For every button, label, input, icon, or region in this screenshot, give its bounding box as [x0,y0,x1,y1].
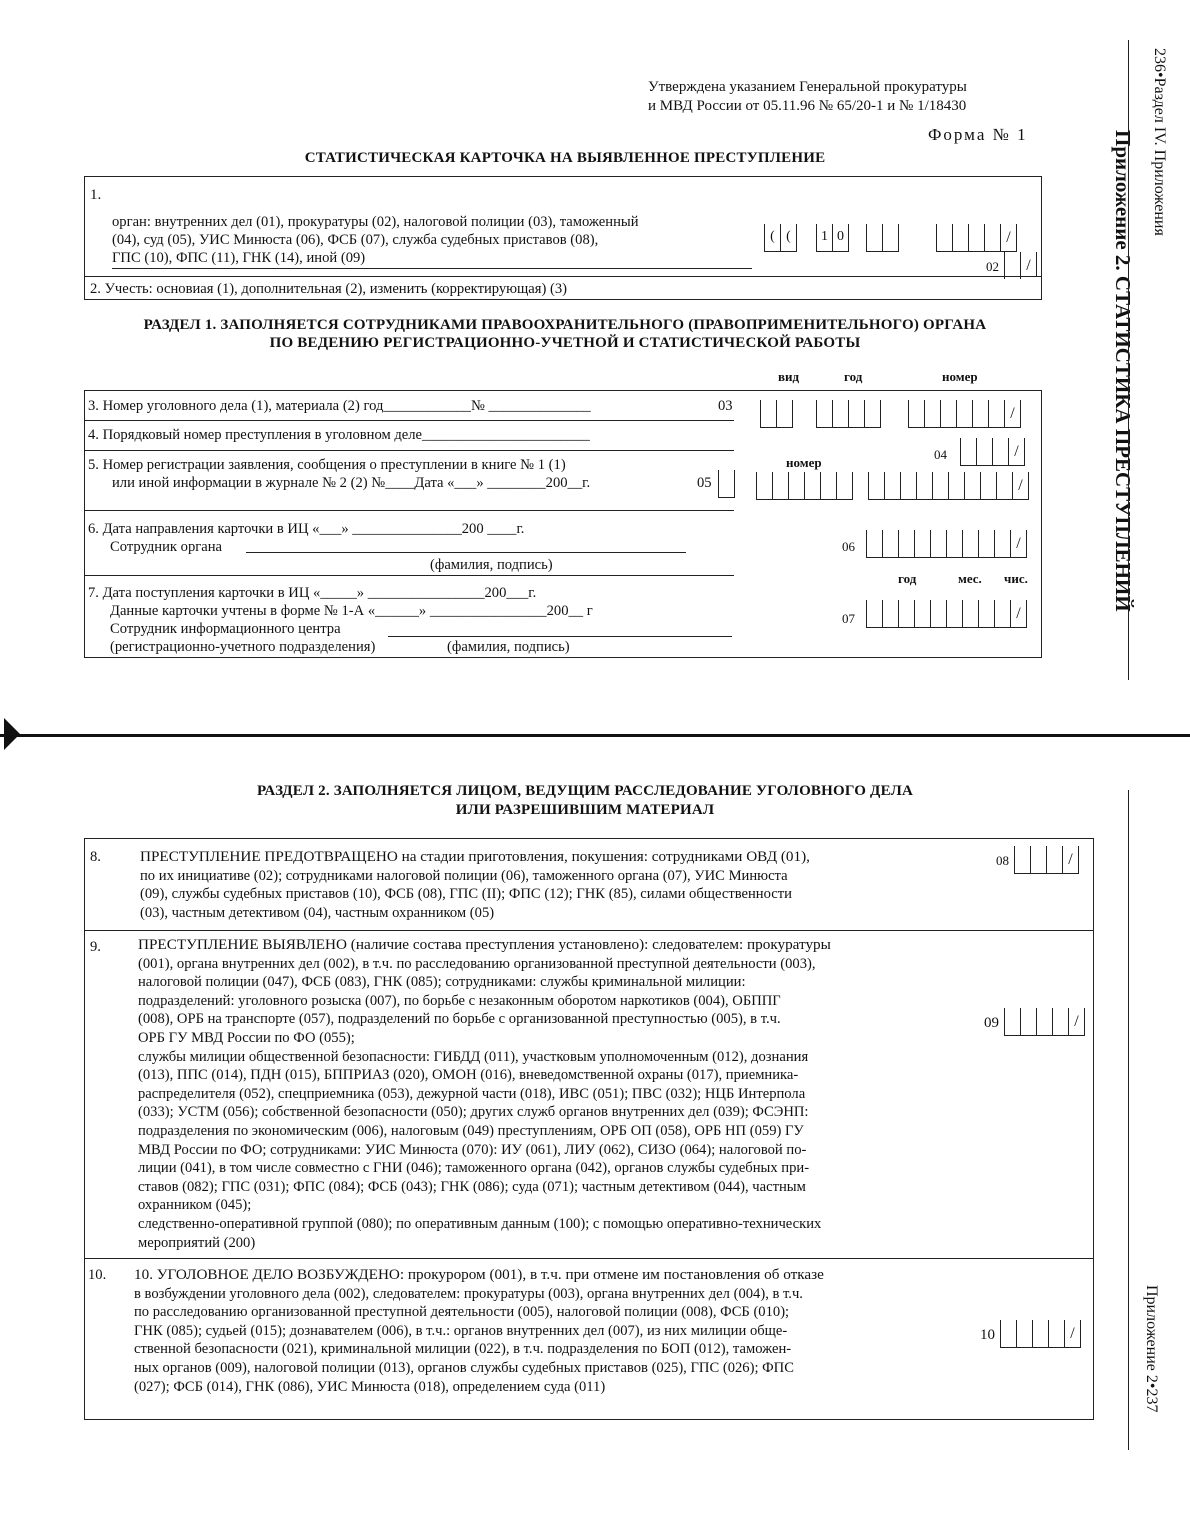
item-7-col-chis: чис. [1004,571,1028,586]
item-5-code: 05 [697,475,712,491]
item-9-line-8: (013), ППС (014), ПДН (015), БППРИАЗ (020), ОМОН (016), вневедомственной охраны (017), приемника- [138,1067,799,1084]
form-number: Форма № 1 [928,125,1028,144]
side-divider-bottom [1128,790,1129,1450]
item6-cell-4[interactable] [914,530,930,557]
col-god: год [844,369,863,384]
item-6-separator [84,575,734,576]
item5-date-cell-1[interactable] [868,472,884,499]
item-9-code: 09 [984,1015,999,1031]
item7-cell-7[interactable] [962,600,978,627]
item-7-code: 07 [842,611,855,626]
item4-cell-2[interactable] [976,438,992,465]
section-1-line-2: ПО ВЕДЕНИЮ РЕГИСТРАЦИОННО-УЧЕТНОЙ И СТАТИСТИЧЕСКОЙ РАБОТЫ [269,335,861,351]
item-5-line-2: или иной информации в журнале № 2 (2) №____Дата «___» ________200__г. [112,475,591,491]
item-9-line-11: подразделения по экономическим (006), налоговым (049) преступлениям, ОРБ ОП (058), ОРБ НП (059) ГУ [138,1122,804,1139]
item-6-caption: (фамилия, подпись) [430,557,553,573]
item5-date-cell-8[interactable] [980,472,996,499]
item-10-line-3: по расследованию организованной преступной деятельности (005), налоговой полиции (008), ФСБ (010); [134,1304,790,1321]
side-chapter-title [1110,130,1135,612]
side-bottom-text: Приложение 2•237 [1143,1285,1160,1413]
item-5-line-1: 5. Номер регистрации заявления, сообщения о преступлении в книге № 1 (1) [88,457,566,473]
item-8-line-2: по их инициативе (02); сотрудниками налоговой полиции (06), таможенного органа (07), УИС Минюста [140,867,788,884]
item-1-number-cells[interactable] [936,224,1017,252]
item-9-line-3: налоговой полиции (047), ФСБ (083), ГНК (085); сотрудниками: службы криминальной милиции: [138,974,746,991]
organ-cell-2[interactable]: ( [780,224,796,251]
item-1-code-cells[interactable] [816,224,849,252]
item-1-line-3: ГПС (10), ФПС (11), ГНК (14), иной (09) [112,250,366,266]
item5-date-cell-7[interactable] [964,472,980,499]
item-10-line-7: (027); ФСБ (014), ГНК (086), УИС Минюста (018), определением суда (011) [134,1378,606,1395]
section-1-line-1: РАЗДЕЛ 1. ЗАПОЛНЯЕТСЯ СОТРУДНИКАМИ ПРАВООХРАНИТЕЛЬНОГО (ПРАВОПРИМЕНИТЕЛЬНОГО) ОРГАНА [143,317,987,333]
item10-cell-2[interactable] [1016,1320,1032,1347]
section-2-line-2: ИЛИ РАЗРЕШИВШИМ МАТЕРИАЛ [455,802,715,818]
item10-cell-3[interactable] [1032,1320,1048,1347]
item-8-number: 8. [90,849,101,865]
item5-num-cell-6[interactable] [836,472,852,499]
item-7-col-god: год [898,571,917,586]
slash-mark: / [1010,530,1026,557]
code02-cell[interactable] [1004,252,1020,279]
num-cell-1[interactable] [936,224,952,251]
extra-cell-2[interactable] [882,224,898,251]
section-2-heading [150,782,1020,820]
item-7-text [88,584,593,656]
approval-note [648,78,967,116]
page-fold-line [0,734,1190,737]
item8-cell-3[interactable] [1046,846,1062,873]
item-8-line-3: (09), службы судебных приставов (10), ФСБ (08), ГПС (II); ФПС (12); ГНК (85), силами общественности [140,886,792,903]
item-1-organ-cells[interactable] [764,224,797,252]
item5-num-cell-1[interactable] [756,472,772,499]
item-9-line-6: ОРБ ГУ МВД России по ФО (055); [138,1029,355,1046]
slash-mark: / [1010,600,1026,627]
organ-cell-1[interactable]: ( [764,224,780,251]
slash-mark: / [1008,438,1024,465]
item-6-line-1: 6. Дата направления карточки в ИЦ «___» _______________200 ____г. [88,521,525,537]
section-2-line-1: РАЗДЕЛ 2. ЗАПОЛНЯЕТСЯ ЛИЦОМ, ВЕДУЩИМ РАССЛЕДОВАНИЕ УГОЛОВНОГО ДЕЛА [256,783,913,799]
item-4-separator [84,450,734,451]
item-7-col-mes: мес. [958,571,982,586]
item5-num-cell-4[interactable] [804,472,820,499]
item-10-line-6: ных органов (009), налоговой полиции (013), органов службы судебных приставов (025), ГПС (026); ФПС [134,1359,794,1376]
item-9-line-7: службы милиции общественной безопасности: ГИБДД (011), участковым уполномоченным (012), дознания [138,1048,809,1065]
item5-date-cell-4[interactable] [916,472,932,499]
item-7-line-1: 7. Дата поступления карточки в ИЦ «_____» ________________200___г. [88,585,537,601]
item5-num-cell-3[interactable] [788,472,804,499]
item-10-text [134,1266,994,1396]
item4-cell-3[interactable] [992,438,1008,465]
item5-date-cell-9[interactable] [996,472,1012,499]
item-7-line-4a: (регистрационно-учетного подразделения) [110,639,376,655]
item-9-line-12: МВД России по ФО; сотрудниками: УИС Минюста (070): ИУ (061), ЛИУ (062), СИЗО (064); налоговой по- [138,1141,807,1158]
item7-cell-3[interactable] [898,600,914,627]
item-10-code: 10 [980,1327,995,1343]
item9-cell-1[interactable] [1004,1008,1020,1035]
approval-line-2: и МВД России от 05.11.96 № 65/20-1 и № 1/18430 [648,98,967,114]
item-7-line-4 [88,638,593,656]
item-9-line-16: следственно-оперативной группой (080); по оперативным данным (100); с помощью оперативно-технических [138,1215,822,1232]
item-3-separator [84,420,734,421]
item-9-cells[interactable] [1004,1008,1085,1036]
item4-cell-1[interactable] [960,438,976,465]
item9-cell-2[interactable] [1020,1008,1036,1035]
item5-date-cell-6[interactable] [948,472,964,499]
item7-cell-1[interactable] [866,600,882,627]
item-1-code: 02 [986,259,999,274]
item-4-text: 4. Порядковый номер преступления в уголовном деле_______________________ [88,427,590,443]
item-6-line-2: Сотрудник органа [110,539,223,555]
item-9-line-15: охранником (045); [138,1197,252,1214]
item-1-extra-cells[interactable] [866,224,899,252]
item-6-code: 06 [842,539,855,554]
side-divider-top [1128,40,1129,680]
item6-cell-7[interactable] [962,530,978,557]
item-1-underline [112,268,752,269]
slash-mark: / [1000,224,1016,251]
item-6-signature-line [246,552,686,553]
slash-mark: / [1068,1008,1084,1035]
item6-cell-1[interactable] [866,530,882,557]
code-cell-1[interactable]: 1 [816,224,832,251]
item-6-text [88,520,524,556]
item6-cell-3[interactable] [898,530,914,557]
item-3-vid-cells[interactable] [760,400,793,428]
item-9-separator [84,1258,1094,1259]
item-9-line-13: лиции (041), в том числе совместно с ГНИ (046); таможенного органа (042), органов службы судебных при- [138,1160,810,1177]
item-5-separator [84,510,734,511]
item-1-line-1: орган: внутренних дел (01), прокуратуры (02), налоговой полиции (03), таможенный [112,214,639,230]
form-title: СТАТИСТИЧЕСКАЯ КАРТОЧКА НА ВЫЯВЛЕННОЕ ПРЕСТУПЛЕНИЕ [304,150,826,166]
item8-cell-1[interactable] [1014,846,1030,873]
item-5-code-cell[interactable] [718,470,735,498]
item10-cell-4[interactable] [1048,1320,1064,1347]
item5-date-cell-5[interactable] [932,472,948,499]
item-7-line-2: Данные карточки учтены в форме № 1-А «______» ________________200__ г [110,603,593,619]
item10-cell-1[interactable] [1000,1320,1016,1347]
item3-vid-cell-1[interactable] [760,400,776,427]
item6-cell-5[interactable] [930,530,946,557]
item6-cell-9[interactable] [994,530,1010,557]
item-10-line-5: ственной безопасности (021), криминальной милиции (022), в т.ч. подразделения по БОП (012), таможен- [134,1341,792,1358]
item-3-nomer-cells[interactable] [908,400,1021,428]
item3-god-cell-2[interactable] [832,400,848,427]
item5-num-cell-2[interactable] [772,472,788,499]
item-9-text [138,936,988,1252]
item-9-line-2: (001), органа внутренних дел (002), в т.ч. по расследованию организованной преступной деятельности (003), [138,955,816,972]
col-vid: вид [778,369,800,384]
item8-cell-2[interactable] [1030,846,1046,873]
num-cell-3[interactable] [968,224,984,251]
item3-god-cell-1[interactable] [816,400,832,427]
item3-god-cell-4[interactable] [864,400,880,427]
item-2-text: 2. Учесть: основиая (1), дополнительная (2), изменить (корректирующая) (3) [90,281,568,297]
item-5-nomer-label: номер [786,455,822,470]
item-6-cells[interactable] [866,530,1027,558]
item6-cell-6[interactable] [946,530,962,557]
item-10-line-4: ГНК (085); судьей (015); дознавателем (006), в т.ч.: органов внутренних дел (007), из них милиции обще- [134,1322,788,1339]
num-cell-2[interactable] [952,224,968,251]
side-middle-text: Приложение 2. СТАТИСТИКА ПРЕСТУПЛЕНИЙ [1111,130,1135,612]
item7-cell-2[interactable] [882,600,898,627]
item-1-text [112,213,639,267]
extra-cell-1[interactable] [866,224,882,251]
item3-num-cell-6[interactable] [988,400,1004,427]
item3-god-cell-3[interactable] [848,400,864,427]
side-running-head-bottom [1142,1285,1160,1412]
item-9-line-5: (008), ОРБ на транспорте (057), подразделений по борьбе с организованной преступностью (005), в т.ч. [138,1011,781,1028]
item3-num-cell-3[interactable] [940,400,956,427]
item-7-cells[interactable] [866,600,1027,628]
side-top-text: 236•Раздел IV. Приложения [1151,48,1168,236]
item-8-line-4: (03), частным детективом (04), частным охранником (05) [140,904,495,921]
item-9-line-17: мероприятий (200) [138,1234,256,1251]
item-8-line-1: ПРЕСТУПЛЕНИЕ ПРЕДОТВРАЩЕНО на стадии приготовления, покушения: сотрудниками ОВД (01), [140,848,810,865]
item-9-line-4: подразделений: уголовного розыска (007), по борьбе с незаконным оборотом наркотиков (004), ОБППГ [138,992,781,1009]
item3-num-cell-4[interactable] [956,400,972,427]
item7-cell-8[interactable] [978,600,994,627]
item-3-code: 03 [718,398,733,414]
item3-num-cell-1[interactable] [908,400,924,427]
slash-mark: / [1012,472,1028,499]
col-nomer: номер [942,369,978,384]
item7-cell-6[interactable] [946,600,962,627]
item7-cell-4[interactable] [914,600,930,627]
item-9-line-1: ПРЕСТУПЛЕНИЕ ВЫЯВЛЕНО (наличие состава преступления установлено): следователем: прокуратуры [138,936,831,953]
item-5-nomer-cells[interactable] [756,472,853,500]
slash-mark: / [1062,846,1078,873]
item5-date-cell-3[interactable] [900,472,916,499]
num-cell-4[interactable] [984,224,1000,251]
item-1-separator [84,276,1042,277]
item6-cell-2[interactable] [882,530,898,557]
side-running-head-top [1150,48,1168,236]
item5-num-cell-5[interactable] [820,472,836,499]
item-4-code: 04 [934,447,947,462]
item-10-line-2: в возбуждении уголовного дела (002), следователем: прокуратуры (003), органа внутренних дел (004), в т.ч. [134,1285,803,1302]
item-7-signature-line [388,636,732,637]
item3-num-cell-5[interactable] [972,400,988,427]
slash-mark: / [1020,252,1036,279]
item-7-line-4b: (фамилия, подпись) [447,639,570,655]
item-9-line-14: ставов (082); ГПС (031); ФПС (084); ФСБ (043); ГНК (086); суда (071); частным детективом (044), частным [138,1178,806,1195]
item7-cell-9[interactable] [994,600,1010,627]
slash-mark: / [1004,400,1020,427]
item9-cell-4[interactable] [1052,1008,1068,1035]
item-9-line-9: распределителя (052), спецприемника (053), дежурной части (018), ИВС (051); ПВС (032); НЦБ Интерпола [138,1085,806,1102]
item-1-code-02-cells[interactable] [1004,252,1037,277]
item3-num-cell-2[interactable] [924,400,940,427]
item-8-code: 08 [996,853,1009,868]
item7-cell-5[interactable] [930,600,946,627]
item-8-text [140,848,980,922]
item-8-cells[interactable] [1014,846,1079,874]
approval-line-1: Утверждена указанием Генеральной прокуратуры [648,79,967,95]
item9-cell-3[interactable] [1036,1008,1052,1035]
item-10-cells[interactable] [1000,1320,1081,1348]
code-cell-2[interactable]: 0 [832,224,848,251]
item5-code-cell-1[interactable] [718,470,734,497]
item-9-number: 9. [90,939,101,955]
item-4-cells[interactable] [960,438,1025,466]
item-9-line-10: (033); УСТМ (056); собственной безопасности (050); других служб органов внутренних дел (039); ФСЭНП: [138,1104,809,1121]
item-7-line-3: Сотрудник информационного центра [110,621,341,637]
item3-vid-cell-2[interactable] [776,400,792,427]
item-1-number: 1. [90,187,102,203]
slash-mark: / [1064,1320,1080,1347]
item-10-line-1: 10. УГОЛОВНОЕ ДЕЛО ВОЗБУЖДЕНО: прокурором (001), в т.ч. при отмене им постановления об отказе [134,1266,824,1283]
section-1-heading [100,316,1030,352]
item-10-number: 10. [88,1267,107,1283]
item-1-line-2: (04), суд (05), УИС Минюста (06), ФСБ (07), служба судебных приставов (08), [112,232,599,248]
page-fold-marker [4,718,20,750]
item-5-date-cells[interactable] [868,472,1029,500]
item6-cell-8[interactable] [978,530,994,557]
item5-date-cell-2[interactable] [884,472,900,499]
item-8-separator [84,930,1094,931]
item-3-god-cells[interactable] [816,400,881,428]
item-3-text: 3. Номер уголовного дела (1), материала (2) год____________№ ______________ [88,398,591,414]
item-5-text [88,456,590,492]
